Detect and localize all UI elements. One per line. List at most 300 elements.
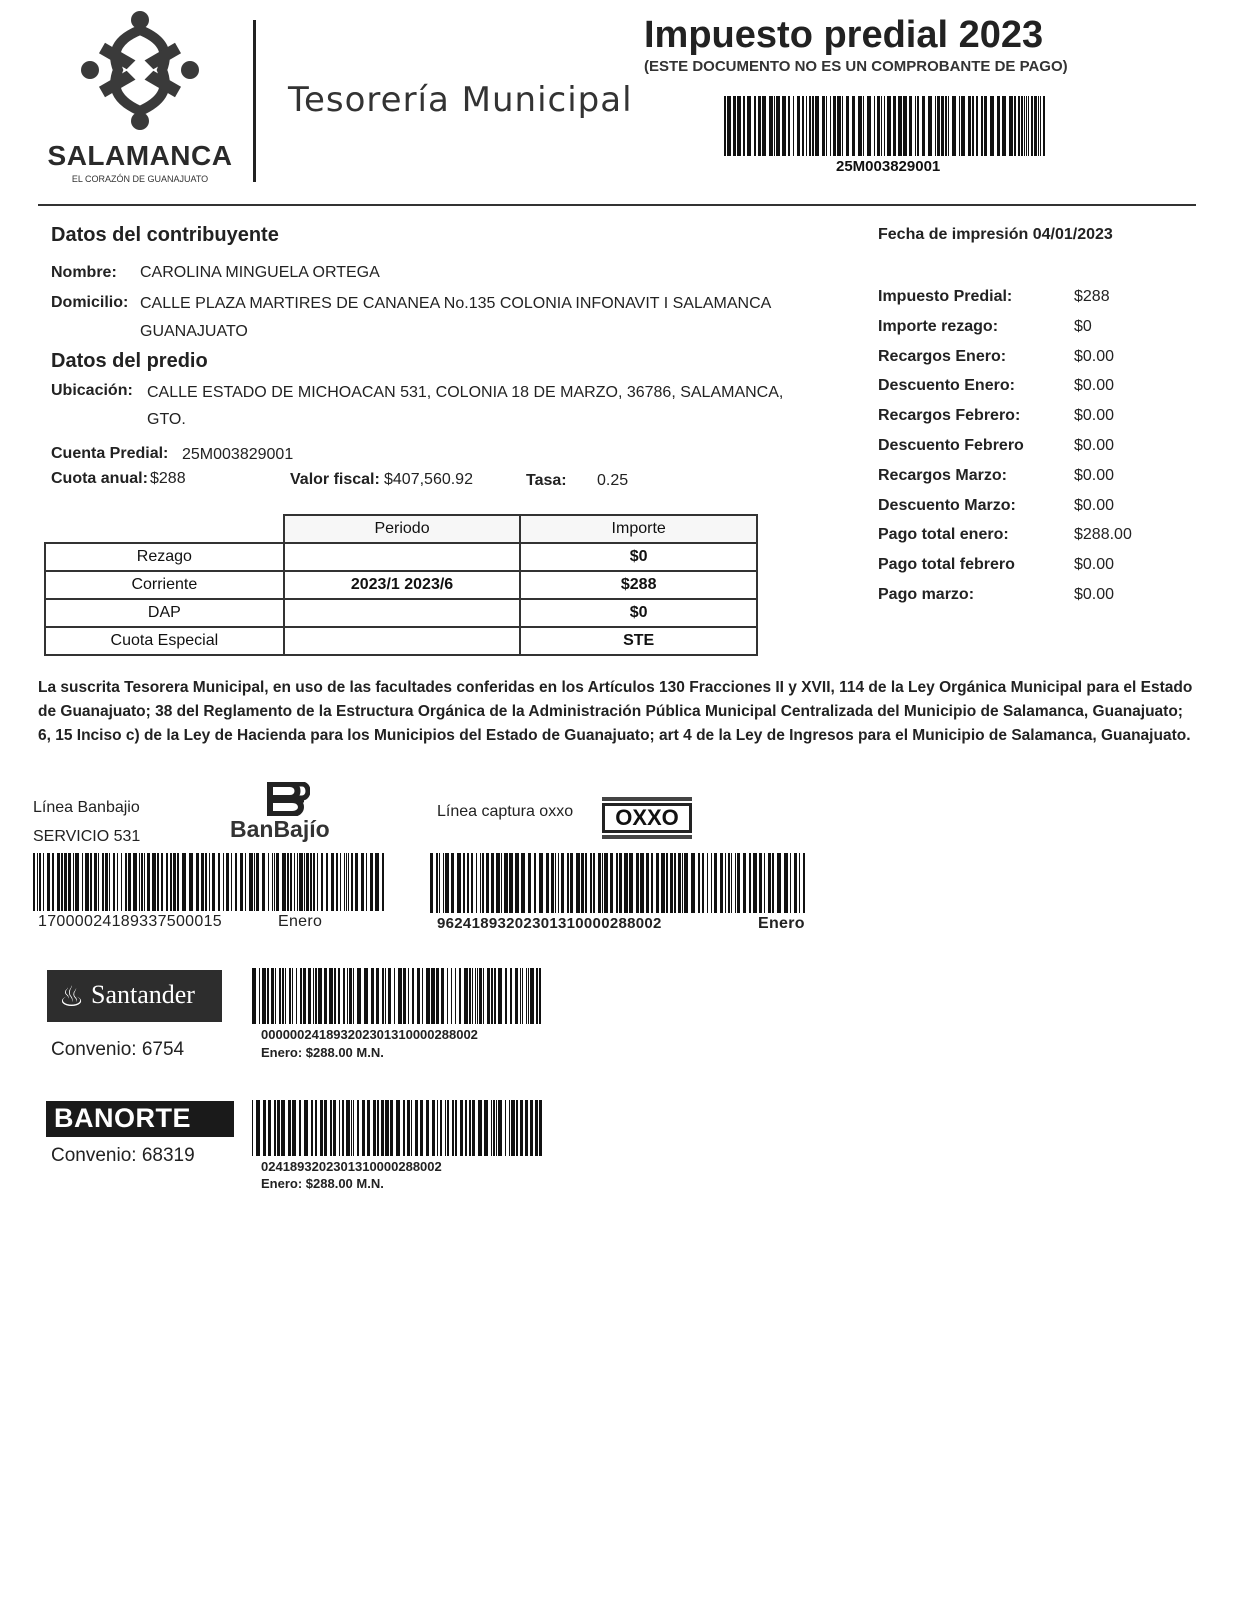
barcode-bar: [640, 853, 644, 913]
barcode-bar: [731, 853, 732, 913]
summary-label: Recargos Enero:: [878, 347, 1007, 365]
barcode-bar: [385, 968, 386, 1024]
barcode-bar: [922, 96, 925, 156]
barcode-bar: [411, 1100, 412, 1156]
barcode-bar: [747, 96, 751, 156]
barcode-bar: [491, 1100, 492, 1156]
barcode-bar: [972, 96, 974, 156]
barcode-bar: [315, 1100, 317, 1156]
barcode-bar: [510, 968, 512, 1024]
oxxo-code: 9624189320230131000028800​2: [437, 915, 662, 932]
salamanca-logo-icon: [80, 8, 200, 133]
banbajio-logo-icon: [228, 782, 348, 844]
barcode-bar: [113, 853, 115, 911]
barcode-bar: [320, 1100, 323, 1156]
summary-row: [878, 556, 1132, 586]
barcode-bar: [349, 968, 352, 1024]
barcode-bar: [952, 96, 956, 156]
barcode-bar: [348, 853, 349, 911]
barcode-bar: [472, 1100, 475, 1156]
barcode-bar: [948, 96, 949, 156]
barcode-bar: [852, 96, 855, 156]
barcode-bar: [471, 853, 473, 913]
barcode-bar: [469, 1100, 471, 1156]
page-subtitle: (ESTE DOCUMENTO NO ES UN COMPROBANTE DE PAGO): [644, 58, 1068, 75]
barcode-bar: [846, 96, 849, 156]
barcode-bar: [398, 968, 402, 1024]
barcode-bar: [509, 1100, 510, 1156]
barcode-bar: [263, 1100, 266, 1156]
barcode-bar: [790, 853, 791, 913]
barcode-bar: [281, 1100, 285, 1156]
barcode-bar: [342, 1100, 344, 1156]
barcode-number: 25M003829001: [836, 158, 941, 175]
barcode-bar: [539, 968, 541, 1024]
barcode-bar: [511, 1100, 515, 1156]
barcode-bar: [515, 968, 518, 1024]
barcode-bar: [282, 853, 286, 911]
concepto-cell: Cuota Especial: [45, 627, 284, 655]
barcode-bar: [598, 853, 601, 913]
barcode-bar: [317, 853, 318, 911]
barcode-bar: [57, 853, 60, 911]
barcode-bar: [666, 853, 668, 913]
barcode-bar: [799, 853, 800, 913]
barcode-bar: [733, 96, 736, 156]
tasa-value: 0.25: [597, 472, 629, 489]
summary-row: [878, 526, 1132, 556]
barcode-bar: [754, 96, 756, 156]
barcode-bar: [590, 853, 592, 913]
barcode-bar: [437, 1100, 438, 1156]
legal-text: La suscrita Tesorera Municipal, en uso de las facultades conferidas en los Artículos 130 Fracciones II y XVII, 114 de la Ley Orgánica Municipal para el Estado de Guanajuato; 38 del Reglamento de la Estructura Orgánica de la Administración Pública Municipal Centralizada del Municipio de Salamanca, Guanajuato; 6, 15 Inciso c) de la Ley de Hacienda para los Municipios del Estado de Guanajuato; art 4 de la Ley de Ingresos para el Municipio de Salamanca, Guanajuato.: [38, 679, 1193, 744]
barcode-bar: [282, 968, 284, 1024]
barcode-bar: [403, 1100, 405, 1156]
barcode-bar: [491, 968, 493, 1024]
barcode-bar: [1040, 96, 1041, 156]
barcode-bar: [753, 853, 757, 913]
barcode-bar: [304, 1100, 308, 1156]
barcode-bar: [539, 1100, 542, 1156]
barcode-bar: [1026, 96, 1027, 156]
barcode-bar: [353, 968, 354, 1024]
barcode-bar: [774, 96, 775, 156]
barcode-bar: [561, 853, 564, 913]
barcode-bar: [935, 96, 936, 156]
barcode-bar: [306, 853, 309, 911]
barcode-bar: [43, 853, 44, 911]
barcode-bar: [336, 853, 338, 911]
concepto-cell: DAP: [45, 599, 284, 627]
barcode-bar: [651, 853, 653, 913]
barcode-bar: [288, 1100, 291, 1156]
barcode-bar: [347, 968, 348, 1024]
summary-label: Recargos Febrero:: [878, 407, 1021, 425]
barcode-bar: [235, 853, 237, 911]
barcode-bar: [364, 968, 368, 1024]
barcode-bar: [177, 853, 179, 911]
barcode-bar: [170, 853, 172, 911]
barcode-bar: [299, 853, 303, 911]
barcode-bar: [826, 96, 827, 156]
barcode-bar: [997, 96, 1000, 156]
barcode-bar: [530, 968, 534, 1024]
summary-row: [878, 467, 1132, 497]
barcode-bar: [887, 96, 891, 156]
barcode-bar: [528, 853, 531, 913]
periods-table: [44, 514, 758, 656]
barcode-bar: [610, 853, 613, 913]
barcode-bar: [724, 96, 726, 156]
barcode-bar: [245, 853, 246, 911]
barcode-bar: [201, 853, 204, 911]
barcode-bar: [109, 853, 110, 911]
periodo-cell: [284, 543, 521, 571]
page-title: Impuesto predial 2023: [644, 14, 1044, 56]
barcode-bar: [576, 853, 580, 913]
ubicacion-label: Ubicación:: [51, 382, 133, 399]
barcode-bar: [90, 853, 92, 911]
barcode-bar: [776, 96, 780, 156]
barcode-bar: [102, 853, 104, 911]
summary-label: Descuento Marzo:: [878, 496, 1016, 514]
barcode-bar: [161, 853, 163, 911]
barcode-bar: [431, 968, 435, 1024]
ubicacion-line2: GTO.: [147, 411, 186, 428]
barcode-bar: [465, 1100, 467, 1156]
barcode-bar: [334, 968, 336, 1024]
barcode-bar: [976, 96, 978, 156]
barcode-bar: [451, 968, 452, 1024]
barcode-bar: [619, 853, 622, 913]
ubicacion-line1: CALLE ESTADO DE MICHOACAN 531, COLONIA 18 DE MARZO, 36786, SALAMANCA,: [147, 384, 784, 401]
banorte-logo-icon: [46, 1101, 234, 1137]
banbajio-logo-text: BanBajío: [230, 816, 330, 842]
barcode-bar: [361, 853, 364, 911]
summary-value: $0.00: [1074, 436, 1115, 454]
barcode-bar: [289, 968, 291, 1024]
barcode-bar: [275, 968, 276, 1024]
barcode-bar: [182, 853, 186, 911]
barcode-bar: [262, 853, 265, 911]
barcode-bar: [285, 968, 286, 1024]
barcode-bar: [842, 96, 843, 156]
summary-row: [878, 437, 1132, 467]
barcode-bar: [815, 96, 819, 156]
valor-value: $407,560.92: [384, 471, 473, 488]
cuenta-label: Cuenta Predial:: [51, 445, 169, 462]
barcode-bar: [252, 1100, 253, 1156]
barcode-bar: [1031, 96, 1033, 156]
barcode-bar: [441, 968, 444, 1024]
barcode-bar: [702, 853, 704, 913]
barcode-bar: [117, 853, 118, 911]
barcode-bar: [218, 853, 220, 911]
barcode-bar: [797, 96, 800, 156]
barcode-bar: [141, 853, 143, 911]
barcode-bar: [604, 853, 608, 913]
barcode-bar: [128, 853, 131, 911]
banorte-amount: Enero: $288.00 M.N.: [261, 1176, 384, 1191]
barcode-bar: [809, 96, 811, 156]
barcode-bar: [296, 968, 297, 1024]
barcode-bar: [394, 968, 395, 1024]
barcode-bar: [749, 853, 751, 913]
barcode-bar: [346, 853, 347, 911]
barcode-bar: [98, 853, 99, 911]
barcode-bar: [85, 853, 89, 911]
barcode-bar: [536, 968, 538, 1024]
barcode-bar: [408, 968, 409, 1024]
barcode-bar: [125, 853, 127, 911]
barcode-bar: [520, 1100, 523, 1156]
barcode-bar: [515, 853, 519, 913]
barcode-bar: [917, 96, 919, 156]
barcode-bar: [436, 968, 439, 1024]
barcode-bar: [1038, 96, 1039, 156]
barcode-bar: [262, 968, 266, 1024]
barcode-bar: [407, 1100, 410, 1156]
summary-value: $0.00: [1074, 585, 1115, 603]
barcode-bar: [477, 968, 478, 1024]
barcode-bar: [313, 968, 314, 1024]
barcode-bar: [166, 853, 168, 911]
barcode-bar: [351, 853, 353, 911]
barcode-bar: [231, 853, 232, 911]
barcode-bar: [833, 96, 836, 156]
barcode-bar: [968, 96, 971, 156]
barcode-bar: [223, 853, 224, 911]
barcode-bar: [271, 968, 274, 1024]
barcode-bar: [330, 1100, 332, 1156]
barcode-bar: [555, 853, 556, 913]
barcode-bar: [521, 853, 525, 913]
barcode-icon: [252, 1100, 546, 1156]
municipio-slogan: EL CORAZÓN DE GUANAJUATO: [71, 174, 209, 184]
barcode-bar: [505, 968, 507, 1024]
barcode-bar: [928, 96, 932, 156]
barcode-bar: [443, 853, 444, 913]
summary-value: $288.00: [1074, 526, 1132, 544]
barcode-bar: [909, 96, 912, 156]
barcode-bar: [812, 96, 814, 156]
barcode-bar: [279, 968, 281, 1024]
summary-label: Descuento Febrero: [878, 436, 1024, 454]
barcode-bar: [520, 968, 521, 1024]
barcode-bar: [522, 968, 523, 1024]
barcode-bar: [467, 853, 469, 913]
barcode-bar: [37, 853, 38, 911]
barcode-bar: [1028, 96, 1029, 156]
barcode-bar: [308, 968, 311, 1024]
fecha-label: Fecha de impresión: [878, 226, 1029, 243]
summary-value: $0.00: [1074, 556, 1115, 574]
barcode-bar: [144, 853, 145, 911]
barcode-bar: [837, 96, 841, 156]
cuota-value: $288: [150, 470, 186, 487]
barcode-bar: [501, 853, 502, 913]
barcode-bar: [447, 968, 448, 1024]
barcode-bar: [209, 853, 210, 911]
barcode-bar: [396, 1100, 400, 1156]
domicilio-line1: CALLE PLAZA MARTIRES DE CANANEA No.135 COLONIA INFONAVIT I SALAMANCA: [140, 295, 772, 312]
barcode-bar: [139, 853, 140, 911]
barcode-bar: [941, 96, 944, 156]
barcode-icon: [33, 853, 388, 911]
barcode-bar: [698, 853, 700, 913]
barcode-bar: [287, 853, 289, 911]
barcode-bar: [714, 853, 717, 913]
barcode-bar: [534, 853, 536, 913]
summary-row: [878, 377, 1132, 407]
barcode-bar: [455, 1100, 457, 1156]
barcode-bar: [415, 1100, 418, 1156]
barcode-bar: [422, 968, 423, 1024]
barcode-bar: [196, 853, 199, 911]
barcode-bar: [915, 96, 916, 156]
barcode-bar: [793, 96, 794, 156]
barcode-bar: [691, 853, 695, 913]
barcode-bar: [937, 96, 940, 156]
nombre-value: CAROLINA MINGUELA ORTEGA: [140, 264, 380, 281]
banbajio-servicio: SERVICIO 531: [33, 828, 141, 845]
barcode-bar: [367, 1100, 370, 1156]
barcode-bar: [769, 96, 773, 156]
barcode-bar: [82, 853, 83, 911]
barcode-bar: [355, 853, 358, 911]
barcode-bar: [743, 853, 746, 913]
barcode-bar: [1043, 96, 1045, 156]
barcode-bar: [707, 853, 708, 913]
barcode-bar: [877, 96, 880, 156]
barcode-bar: [479, 968, 482, 1024]
barcode-bar: [945, 96, 947, 156]
barcode-bar: [303, 968, 306, 1024]
barcode-bar: [346, 1100, 350, 1156]
barcode-bar: [528, 968, 529, 1024]
barcode-bar: [735, 853, 736, 913]
summary-value: $0.00: [1074, 496, 1115, 514]
barcode-bar: [300, 968, 302, 1024]
barcode-bar: [61, 853, 63, 911]
summary-value: $288: [1074, 288, 1110, 305]
summary-label: Pago marzo:: [878, 585, 975, 603]
barcode-bar: [382, 968, 384, 1024]
barcode-bar: [505, 1100, 506, 1156]
barcode-bar: [487, 968, 490, 1024]
barcode-bar: [351, 1100, 352, 1156]
barcode-bar: [268, 1100, 271, 1156]
importe-cell: $288: [520, 571, 757, 599]
barcode-icon: [724, 96, 1049, 156]
barcode-bar: [491, 853, 494, 913]
summary-value: $0.00: [1074, 377, 1115, 395]
barcode-bar: [339, 1100, 340, 1156]
barcode-bar: [412, 968, 414, 1024]
barcode-bar: [496, 1100, 497, 1156]
barcode-bar: [758, 96, 761, 156]
barcode-bar: [324, 1100, 327, 1156]
barcode-bar: [1018, 96, 1020, 156]
barcode-bar: [475, 968, 476, 1024]
barcode-bar: [570, 853, 573, 913]
barcode-bar: [551, 853, 554, 913]
barcode-bar: [259, 968, 260, 1024]
barcode-bar: [256, 853, 259, 911]
barcode-bar: [388, 968, 391, 1024]
header-rule: [38, 204, 1196, 206]
barcode-bar: [496, 853, 500, 913]
barcode-bar: [1002, 96, 1006, 156]
table-header-row: [45, 515, 757, 543]
barcode-bar: [459, 968, 461, 1024]
barcode-bar: [893, 96, 896, 156]
barcode-bar: [311, 1100, 313, 1156]
barcode-bar: [504, 853, 508, 913]
barcode-bar: [52, 853, 54, 911]
barcode-bar: [593, 853, 595, 913]
barcode-bar: [981, 96, 983, 156]
barcode-bar: [121, 853, 122, 911]
barcode-bar: [310, 853, 312, 911]
barcode-bar: [525, 1100, 528, 1156]
barcode-bar: [333, 1100, 336, 1156]
barcode-bar: [802, 96, 804, 156]
santander-code: 000000241893202301310000288002: [261, 1027, 478, 1042]
barcode-bar: [375, 853, 379, 911]
barcode-bar: [277, 1100, 280, 1156]
barcode-bar: [373, 1100, 376, 1156]
barcode-bar: [498, 1100, 502, 1156]
barcode-bar: [205, 853, 207, 911]
summary-row: [878, 288, 1132, 318]
barcode-bar: [1009, 96, 1013, 156]
barcode-bar: [782, 96, 786, 156]
barcode-bar: [212, 853, 215, 911]
barcode-bar: [764, 853, 765, 913]
banbajio-mark-icon: [266, 782, 310, 816]
banorte-logo-text: BANORTE: [54, 1103, 191, 1133]
barcode-bar: [743, 96, 745, 156]
barcode-bar: [460, 1100, 463, 1156]
valor-label: Valor fiscal:: [290, 471, 380, 488]
barcode-bar: [1034, 96, 1037, 156]
concepto-cell: Corriente: [45, 571, 284, 599]
barcode-bar: [480, 853, 481, 913]
barcode-bar: [157, 853, 159, 911]
barcode-bar: [105, 853, 108, 911]
barcode-bar: [463, 853, 465, 913]
barcode-bar: [240, 853, 243, 911]
barcode-bar: [581, 853, 584, 913]
summary-value: $0: [1074, 317, 1092, 335]
barcode-bar: [457, 853, 461, 913]
oxxo-month: Enero: [758, 915, 805, 932]
barcode-bar: [737, 96, 741, 156]
summary-label: Pago total enero:: [878, 526, 1009, 544]
barcode-bar: [377, 1100, 379, 1156]
barcode-bar: [94, 853, 97, 911]
barcode-bar: [539, 853, 543, 913]
barcode-bar: [274, 853, 275, 911]
cuota-label: Cuota anual:: [51, 470, 148, 487]
barcode-bar: [33, 853, 35, 911]
barcode-bar: [486, 853, 489, 913]
barcode-bar: [784, 853, 788, 913]
barcode-bar: [357, 968, 361, 1024]
barcode-bar: [133, 853, 137, 911]
barcode-bar: [313, 853, 315, 911]
